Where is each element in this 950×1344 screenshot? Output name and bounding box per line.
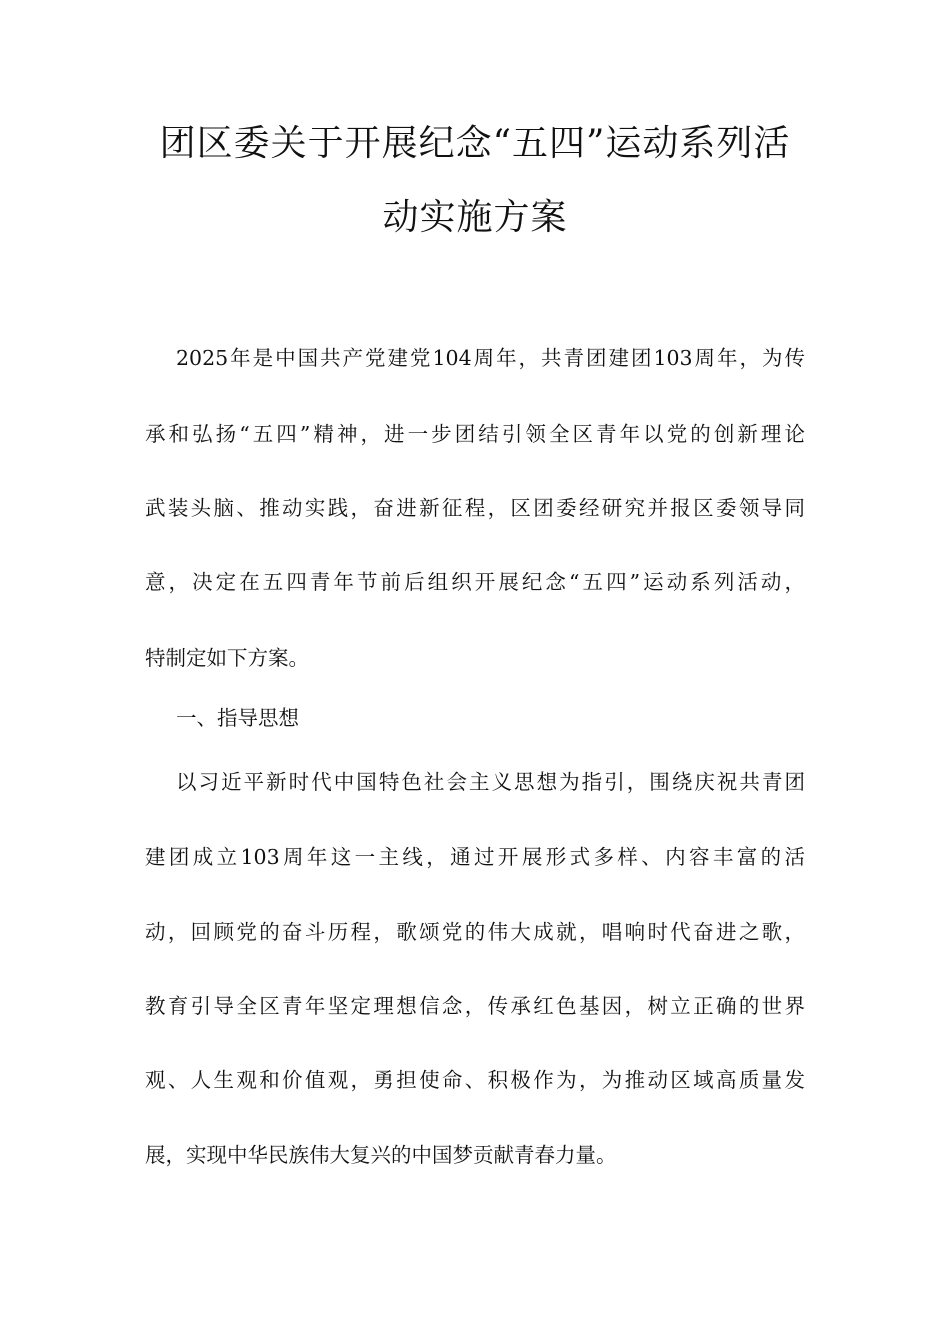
intro-line-2: 承和弘扬“五四”精神，进一步团结引领全区青年以党的创新理论 [145, 422, 805, 446]
document-title-line-2: 动实施方案 [382, 197, 568, 238]
section-1-line-2: 建团成立103周年这一主线，通过开展形式多样、内容丰富的活 [145, 845, 805, 869]
section-1-line-5: 观、人生观和价值观，勇担使命、积极作为，为推动区域高质量发 [145, 1068, 805, 1092]
document-title-line-1: 团区委关于开展纪念“五四”运动系列活 [159, 123, 791, 164]
section-1-line-4: 教育引导全区青年坚定理想信念，传承红色基因，树立正确的世界 [145, 994, 805, 1018]
intro-line-4: 意，决定在五四青年节前后组织开展纪念“五四”运动系列活动， [145, 570, 805, 594]
intro-line-1: 2025年是中国共产党建党104周年，共青团建团103周年，为传 [176, 346, 805, 370]
section-heading-guiding-thought: 一、指导思想 [176, 706, 299, 730]
section-1-line-6: 展，实现中华民族伟大复兴的中国梦贡献青春力量。 [145, 1143, 617, 1167]
intro-line-5: 特制定如下方案。 [145, 646, 309, 670]
section-1-line-1: 以习近平新时代中国特色社会主义思想为指引，围绕庆祝共青团 [176, 770, 805, 794]
intro-line-3: 武装头脑、推动实践，奋进新征程，区团委经研究并报区委领导同 [145, 496, 805, 520]
section-1-line-3: 动，回顾党的奋斗历程，歌颂党的伟大成就，唱响时代奋进之歌， [145, 920, 805, 944]
